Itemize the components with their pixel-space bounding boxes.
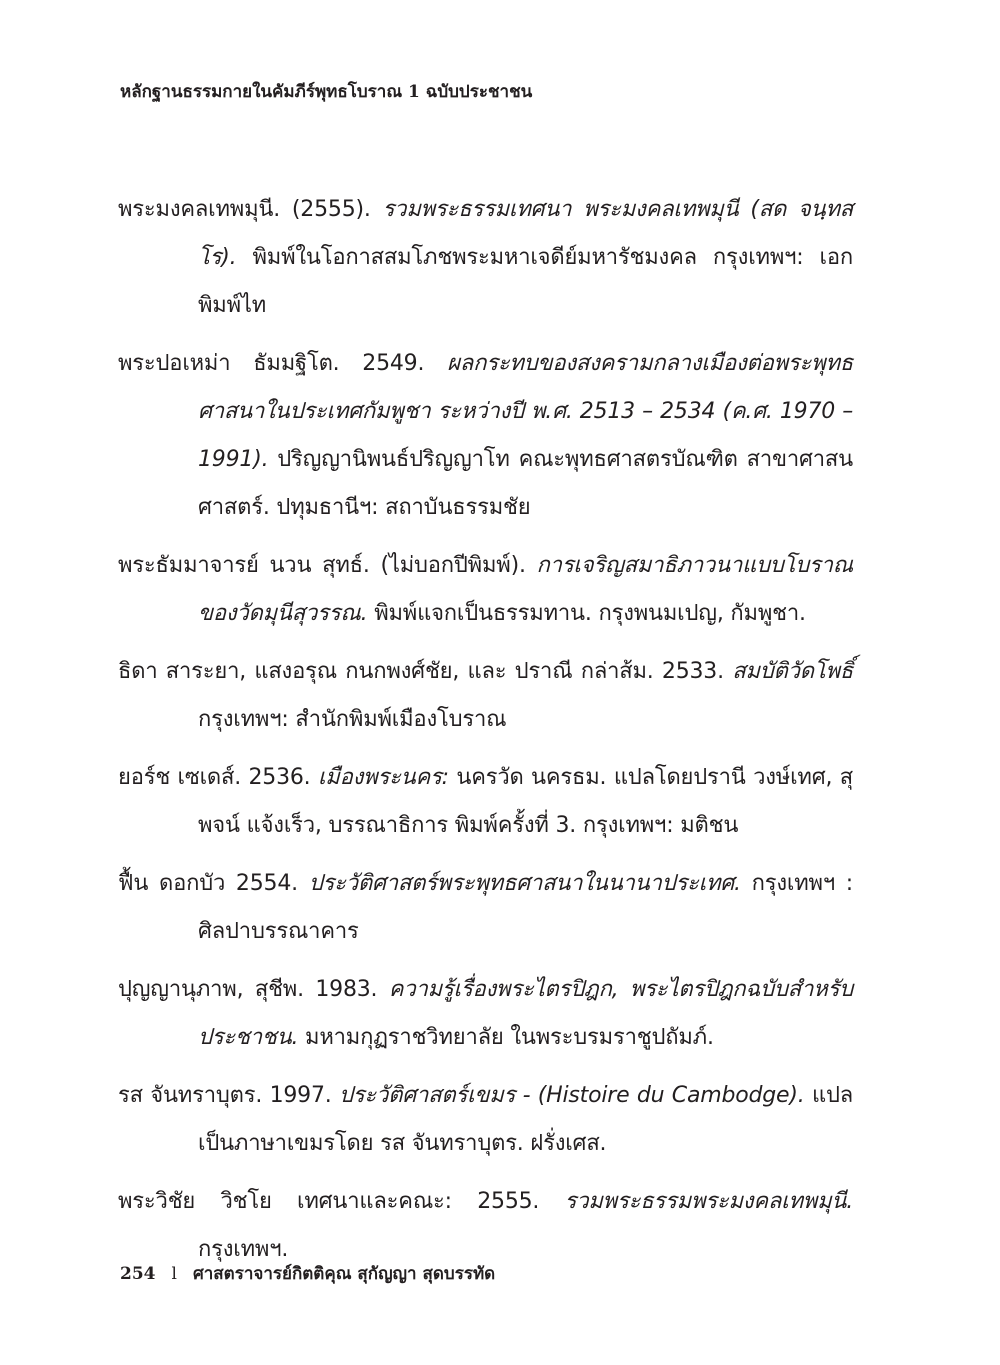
entry-publication: นครวัด นครธม. แปลโดยปรานี วงษ์เทศ, สุพจน์ แจ้งเร็ว, บรรณาธิการ พิมพ์ครั้งที่ 3. กรุงเทพฯ: มติชน bbox=[198, 765, 853, 838]
entry-author-year: ฟื้น ดอกบัว 2554. bbox=[118, 871, 309, 896]
page-footer bbox=[120, 1262, 495, 1286]
entry-author-year: ธิดา สาระยา, แสงอรุณ กนกพงศ์ชัย, และ ปราณี กล่าส้ม. 2533. bbox=[118, 659, 733, 684]
entry-title: ประวัติศาสตร์เขมร - (Histoire du Cambodge). bbox=[338, 1083, 805, 1108]
entry-title: การเจริญสมาธิภาวนาแบบโบราณของวัดมุนีสุวรรณ. bbox=[198, 553, 853, 626]
entry-publication: มหามกุฏราชวิทยาลัย ในพระบรมราชูปถัมภ์. bbox=[298, 1025, 714, 1050]
entry-title: เมืองพระนคร: bbox=[317, 765, 449, 790]
bibliography-entry bbox=[118, 966, 853, 1062]
entry-publication: กรุงเทพฯ. bbox=[198, 1237, 289, 1262]
entry-publication: พิมพ์ในโอกาสสมโภชพระมหาเจดีย์มหารัชมงคล กรุงเทพฯ: เอกพิมพ์ไท bbox=[198, 245, 853, 318]
bibliography-entry bbox=[118, 186, 853, 330]
bibliography-entry bbox=[118, 1072, 853, 1168]
entry-author-year: พระธัมมาจารย์ นวน สุทธ์. (ไม่บอกปีพิมพ์). bbox=[118, 553, 537, 578]
entry-author-year: ยอร์ช เซเดส์. 2536. bbox=[118, 765, 318, 790]
entry-publication: กรุงเทพฯ : ศิลปาบรรณาคาร bbox=[198, 871, 854, 944]
entry-author-year: พระปอเหม่า ธัมมฐิโต. 2549. bbox=[118, 351, 448, 376]
entry-title: ผลกระทบของสงครามกลางเมืองต่อพระพุทธศาสนาในประเทศกัมพูชา ระหว่างปี พ.ศ. 2513 – 2534 (ค.ศ. 1970 – 1991). bbox=[198, 351, 853, 472]
entry-author-year: พระวิชัย วิชโย เทศนาและคณะ: 2555. bbox=[118, 1189, 565, 1214]
entry-author-year: ปุญญานุภาพ, สุชีพ. 1983. bbox=[118, 977, 389, 1002]
bibliography-entry bbox=[118, 860, 853, 956]
entry-publication: ปริญญานิพนธ์ปริญญาโท คณะพุทธศาสตรบัณฑิต สาขาศาสนศาสตร์. ปทุมธานีฯ: สถาบันธรรมชัย bbox=[198, 447, 853, 520]
entry-publication: พิมพ์แจกเป็นธรรมทาน. กรุงพนมเปญ, กัมพูชา. bbox=[367, 601, 806, 626]
entry-title: รวมพระธรรมเทศนา พระมงคลเทพมุนี (สด จนฺทสโร). bbox=[198, 197, 853, 270]
entry-publication: กรุงเทพฯ: สำนักพิมพ์เมืองโบราณ bbox=[198, 707, 507, 732]
entry-author-year: พระมงคลเทพมุนี. (2555). bbox=[118, 197, 383, 222]
footer-separator: l bbox=[171, 1264, 177, 1284]
bibliography-entry bbox=[118, 754, 853, 850]
bibliography-entry bbox=[118, 340, 853, 532]
bibliography-entry bbox=[118, 1178, 853, 1274]
entry-title: รวมพระธรรมพระมงคลเทพมุนี. bbox=[564, 1189, 853, 1214]
bibliography-entry bbox=[118, 542, 853, 638]
bibliography-list bbox=[118, 186, 853, 1284]
entry-title: ความรู้เรื่องพระไตรปิฎก, พระไตรปิฎกฉบับสำหรับประชาชน. bbox=[198, 977, 853, 1050]
entry-title: ประวัติศาสตร์พระพุทธศาสนาในนานาประเทศ. bbox=[308, 871, 741, 896]
footer-author: ศาสตราจารย์กิตติคุณ สุกัญญา สุดบรรทัด bbox=[192, 1264, 496, 1284]
entry-author-year: รส จันทราบุตร. 1997. bbox=[118, 1083, 339, 1108]
entry-title: สมบัติวัดโพธิ์ bbox=[732, 659, 853, 684]
page-number: 254 bbox=[120, 1264, 156, 1284]
running-header: หลักฐานธรรมกายในคัมภีร์พุทธโบราณ 1 ฉบับประชาชน bbox=[120, 82, 533, 102]
entry-publication: แปลเป็นภาษาเขมรโดย รส จันทราบุตร. ฝรั่งเศส. bbox=[198, 1083, 853, 1156]
bibliography-entry bbox=[118, 648, 853, 744]
